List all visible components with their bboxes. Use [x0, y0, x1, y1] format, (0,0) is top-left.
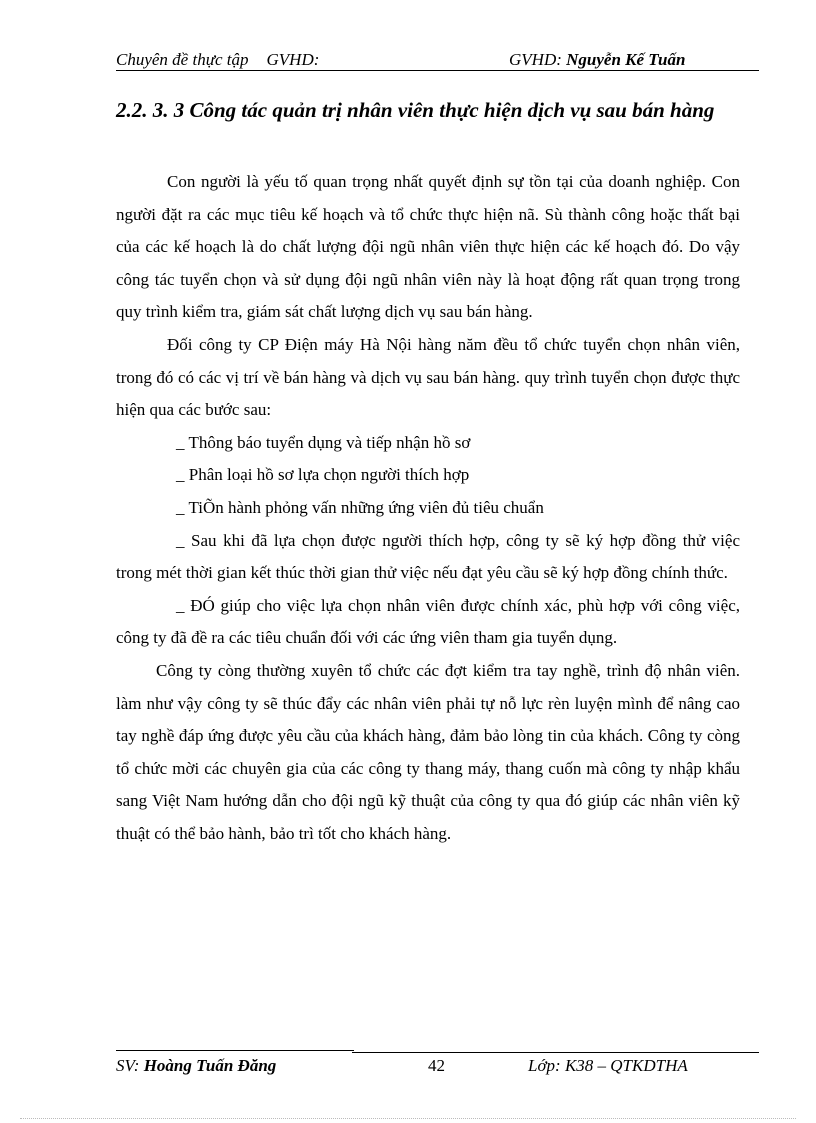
- page-footer: [116, 1050, 759, 1080]
- footer-student: [116, 1056, 276, 1076]
- page-edge-divider: [20, 1118, 796, 1119]
- list-item: _ Phân loại hồ sơ lựa chọn người thích hợp: [176, 465, 470, 485]
- list-item: _ TiÕn hành phỏng vấn những ứng viên đủ tiêu chuẩn: [176, 497, 544, 517]
- page-number: 42: [428, 1056, 445, 1075]
- header-left: [116, 50, 319, 70]
- footer-student-name: Hoàng Tuấn Đăng: [143, 1056, 277, 1075]
- header-supervisor-label: GVHD:: [509, 50, 562, 69]
- paragraph: Công ty còng thường xuyên tổ chức các đợt kiểm tra tay nghề, trình độ nhân viên. làm như vậy công ty sẽ thúc đẩy các nhân viên phải tự nỗ lực rèn luyện mình để nâng cao tay nghề đáp ứng được yêu cầu của khách hàng, đảm bảo lòng tin của khách. Công ty còng tổ chức mời các chuyên gia của các công ty thang máy, thang cuốn mà công ty nhập khẩu sang Việt Nam hướng dẫn cho đội ngũ kỹ thuật của công ty qua đó giúp các nhân viên kỹ thuật có thể bảo hành, bảo trì tốt cho khách hàng.: [116, 660, 740, 843]
- footer-rule: [116, 1050, 354, 1051]
- header-gvhd-label: GVHD:: [266, 50, 320, 69]
- paragraph: Đối công ty CP Điện máy Hà Nội hàng năm đều tổ chức tuyển chọn nhân viên, trong đó có các vị trí về bán hàng và dịch vụ sau bán hàng. quy trình tuyển chọn được thực hiện qua các bước sau:: [116, 334, 740, 420]
- header-right: [509, 50, 685, 70]
- header-course: Chuyên đề thực tập: [116, 50, 249, 69]
- footer-rule: [352, 1052, 759, 1053]
- list-item: _ Thông báo tuyển dụng và tiếp nhận hồ sơ: [176, 432, 471, 452]
- page-header: [116, 50, 759, 71]
- section-title: 2.2. 3. 3 Công tác quản trị nhân viên thực hiện dịch vụ sau bán hàng: [116, 98, 715, 122]
- document-body: [116, 166, 740, 850]
- header-supervisor-name: Nguyễn Kế Tuấn: [566, 50, 686, 69]
- footer-class: Lớp: K38 – QTKDTHA: [528, 1056, 688, 1075]
- list-item: _ ĐÓ giúp cho việc lựa chọn nhân viên được chính xác, phù hợp với công việc, công ty đã đề ra các tiêu chuẩn đối với các ứng viên tham gia tuyển dụng.: [116, 595, 740, 648]
- paragraph: Con người là yếu tố quan trọng nhất quyết định sự tồn tại của doanh nghiệp. Con người đặt ra các mục tiêu kế hoạch và tổ chức thực hiện nã. Sù thành công hoặc thất bại của các kế hoạch là do chất lượng đội ngũ nhân viên thực hiện các kế hoạch đó. Do vậy công tác tuyển chọn và sử dụng đội ngũ nhân viên này là hoạt động rất quan trọng trong quy trình kiểm tra, giám sát chất lượng dịch vụ sau bán hàng.: [116, 172, 740, 322]
- footer-student-label: SV:: [116, 1056, 140, 1075]
- list-item: _ Sau khi đã lựa chọn được người thích hợp, công ty sẽ ký hợp đồng thử việc trong mét thời gian kết thúc thời gian thử việc nếu đạt yêu cầu sẽ ký hợp đồng chính thức.: [116, 530, 740, 583]
